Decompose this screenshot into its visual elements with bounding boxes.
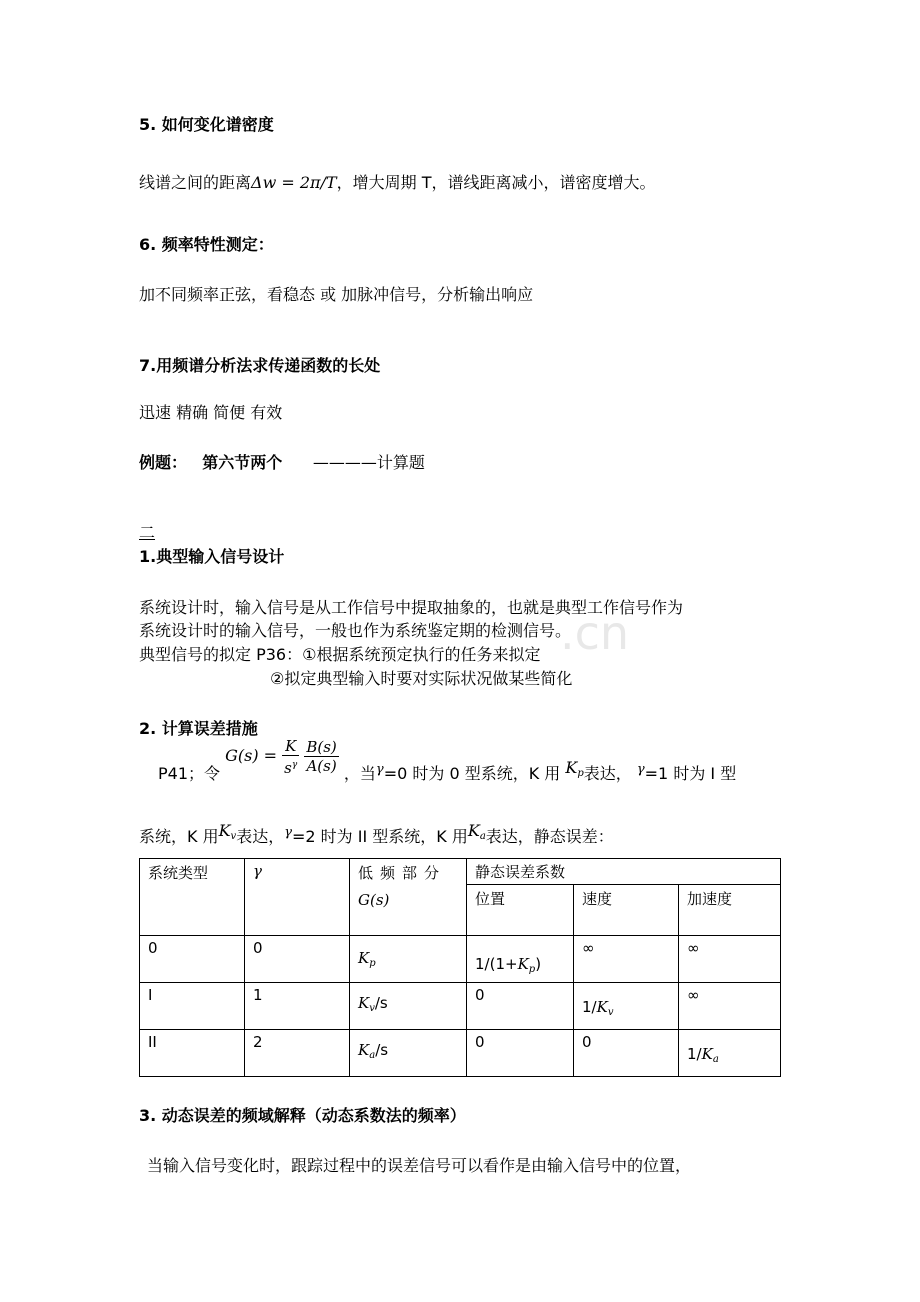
- section-3-paragraph: 当输入信号变化时，跟踪过程中的误差信号可以看作是由输入信号中的位置，: [147, 1156, 692, 1175]
- transfer-function-line: P41；令 G(s) = $\frac{K}{s^\gamma}$ $\frac{B(s)}{A(s)}$ ，当$^\gamma$=0 时为 0 型系统，K 用 $K_p$表达， $^\gamma$=1 时为 I 型: [158, 736, 737, 783]
- paragraph-line: 系统设计时，输入信号是从工作信号中提取抽象的，也就是典型工作信号作为: [139, 598, 684, 617]
- delta-w-formula: Δw = 2π/T: [251, 173, 337, 192]
- section-6-paragraph: 加不同频率正弦，看稳态 或 加脉冲信号，分析输出响应: [139, 285, 534, 304]
- table-row: 0 0 $K_p$ $1/(1+K_p)$ ∞ ∞: [140, 936, 781, 983]
- paragraph-line: ②拟定典型输入时要对实际状况做某些简化: [270, 669, 573, 688]
- header-gamma: γ: [245, 859, 350, 936]
- section-5-title: 5. 如何变化谱密度: [139, 115, 274, 134]
- section-two-1-title: 1.典型输入信号设计: [139, 547, 285, 566]
- header-low-freq: 低频部分 G(s): [350, 859, 467, 936]
- paragraph-line: 系统，K 用$K_v$表达，$^\gamma$=2 时为 II 型系统，K 用$K_a$表达，静态误差：: [139, 821, 614, 846]
- static-error-table: [139, 858, 781, 1077]
- section-3-title: 3. 动态误差的频域解释（动态系数法的频率）: [139, 1106, 466, 1125]
- header-acceleration: 加速度: [679, 885, 781, 936]
- section-two-heading: 二: [139, 523, 156, 542]
- header-static-error-coefficient: 静态误差系数: [467, 859, 781, 885]
- table-row: II 2 $K_a/s$ 0 0 $1/K_a$: [140, 1030, 781, 1077]
- section-7-paragraph: 迅速 精确 简便 有效: [139, 403, 283, 422]
- watermark: .cn: [560, 606, 630, 660]
- header-velocity: 速度: [574, 885, 679, 936]
- header-system-type: 系统类型: [140, 859, 245, 936]
- header-position: 位置: [467, 885, 574, 936]
- section-2-title: 2. 计算误差措施: [139, 719, 258, 738]
- example-line: 例题： 第六节两个 ————计算题: [139, 453, 425, 472]
- section-5-paragraph: 线谱之间的距离Δw = 2π/T，增大周期 T，谱线距离减小，谱密度增大。: [139, 173, 656, 192]
- transfer-function-formula: G(s) = $\frac{K}{s^\gamma}$ $\frac{B(s)}{A(s)}$: [225, 736, 337, 777]
- section-7-title: 7.用频谱分析法求传递函数的长处: [139, 356, 381, 375]
- section-6-title: 6. 频率特性测定：: [139, 235, 274, 254]
- paragraph-line: 系统设计时的输入信号，一般也作为系统鉴定期的检测信号。: [139, 621, 572, 640]
- paragraph-line: 典型信号的拟定 P36：①根据系统预定执行的任务来拟定: [139, 645, 541, 664]
- table-row: I 1 $K_v/s$ 0 $1/K_v$ ∞: [140, 983, 781, 1030]
